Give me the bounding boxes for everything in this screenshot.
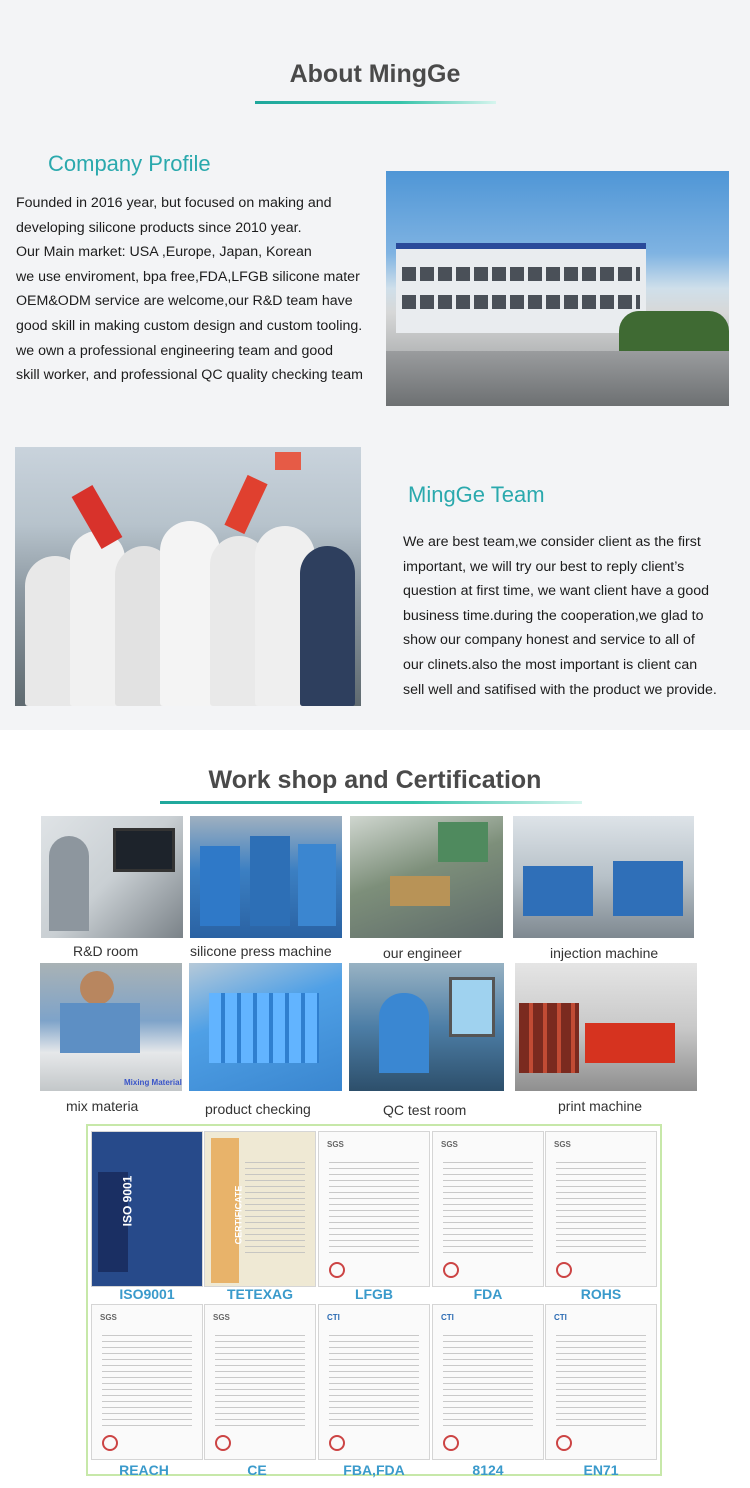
company-profile-title: Company Profile xyxy=(48,151,211,176)
injection-machine-photo xyxy=(513,816,694,938)
mixing-material-photo xyxy=(40,963,182,1091)
certificate-image: SGS xyxy=(432,1131,544,1287)
certificate-image: CTI xyxy=(318,1304,430,1460)
print-machine-photo xyxy=(515,963,697,1091)
team-line: show our company honest and service to all of xyxy=(403,632,695,649)
team-line: sell well and satifised with the product we provide. xyxy=(403,681,717,698)
certificate-name: REACH xyxy=(119,1462,169,1478)
certificate-name: 8124 xyxy=(472,1462,504,1478)
company-profile-line: OEM&ODM service are welcome,our R&D team have xyxy=(16,293,353,310)
team-line: our clinets.also the most important is client can xyxy=(403,656,698,673)
qc-test-room-photo xyxy=(349,963,504,1091)
company-profile-line: good skill in making custom design and custom tooling. xyxy=(16,317,363,334)
company-profile-line: Founded in 2016 year, but focused on making and xyxy=(16,195,332,211)
company-profile-text xyxy=(16,191,376,388)
certificate-name: ISO9001 xyxy=(119,1286,175,1302)
factory-building-photo xyxy=(386,171,729,406)
company-profile-line: Our Main market: USA ,Europe, Japan, Korean xyxy=(16,244,312,261)
certificate-image: CTI xyxy=(545,1304,657,1460)
photo-caption: product checking xyxy=(205,1101,311,1117)
certificate-name: EN71 xyxy=(583,1462,619,1478)
certificate-name: ROHS xyxy=(580,1286,622,1302)
workshop-title: Work shop and Certification xyxy=(208,766,542,794)
team-group-photo xyxy=(15,447,361,706)
photo-caption: injection machine xyxy=(550,945,659,961)
certificate-image: CTI xyxy=(432,1304,544,1460)
product-checking-photo xyxy=(189,963,342,1091)
team-line: business time.during the cooperation,we glad to xyxy=(403,607,704,624)
photo-caption: print machine xyxy=(558,1098,643,1114)
certificate-image: SGS xyxy=(91,1304,203,1460)
team-line: We are best team,we consider client as the first xyxy=(403,534,701,550)
mixing-material-label: Mixing Material xyxy=(124,1078,182,1087)
certificate-name: FBA,FDA xyxy=(343,1462,405,1478)
certificate-image: SGS xyxy=(204,1304,316,1460)
photo-caption: mix materia xyxy=(66,1098,139,1114)
photo-caption: silicone press machine xyxy=(190,943,332,959)
team-title: MingGe Team xyxy=(408,482,545,507)
certificate-image: SGS xyxy=(318,1131,430,1287)
engineer-photo xyxy=(350,816,503,938)
certificate-name: CE xyxy=(247,1462,267,1478)
company-profile-line: we own a professional engineering team and good xyxy=(16,342,334,359)
photo-caption: R&D room xyxy=(73,943,139,959)
silicone-press-photo xyxy=(190,816,342,938)
certificate-image: SGS xyxy=(545,1131,657,1287)
about-title: About MingGe xyxy=(289,60,461,88)
team-line: important, we will try our best to reply client’s xyxy=(403,558,685,575)
workshop-title-underline xyxy=(160,801,582,804)
about-section xyxy=(0,0,750,730)
rd-room-photo xyxy=(41,816,183,938)
certificate-image: CERTIFICATE xyxy=(204,1131,316,1287)
company-profile-line: developing silicone products since 2010 year. xyxy=(16,219,302,236)
certificate-image: ISO 9001 xyxy=(91,1131,203,1287)
photo-caption: QC test room xyxy=(383,1102,467,1118)
team-line: question at first time, we want client have a good xyxy=(403,583,709,600)
certificate-name: TETEXAG xyxy=(226,1286,294,1302)
photo-caption: our engineer xyxy=(383,945,462,961)
company-profile-line: we use enviroment, bpa free,FDA,LFGB silicone mater xyxy=(16,268,360,285)
certificates-frame xyxy=(86,1124,662,1476)
certificate-name: LFGB xyxy=(354,1286,394,1302)
team-text xyxy=(403,530,743,702)
about-title-underline xyxy=(255,101,496,104)
certificate-name: FDA xyxy=(473,1286,503,1302)
company-profile-line: skill worker, and professional QC quality checking team xyxy=(16,367,363,384)
